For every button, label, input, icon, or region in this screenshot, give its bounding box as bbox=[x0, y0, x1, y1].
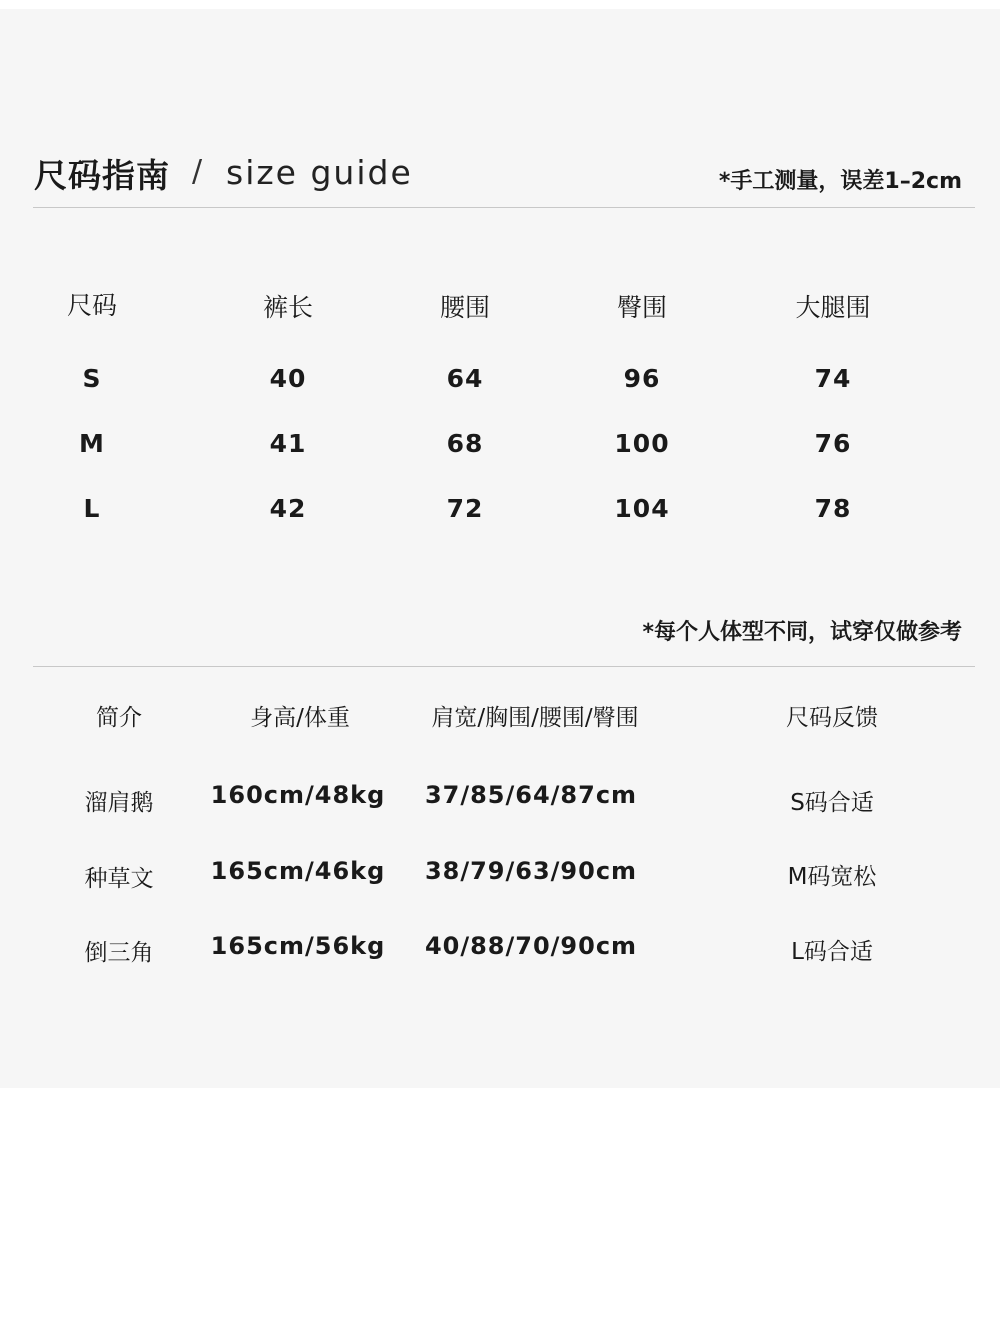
column-header-size: 尺码 bbox=[66, 291, 118, 320]
column-header-thigh: 大腿围 bbox=[795, 293, 871, 322]
profile-cell: 溜肩鹅 bbox=[84, 790, 154, 816]
length-cell: 40 bbox=[269, 364, 307, 393]
feedback-cell: L码合适 bbox=[791, 939, 873, 965]
measurements-cell: 38/79/63/90cm bbox=[424, 857, 638, 885]
hip-cell: 96 bbox=[623, 364, 661, 393]
column-header-measurements: 肩宽/胸围/腰围/臀围 bbox=[431, 705, 639, 731]
page-title: 尺码指南 bbox=[34, 156, 170, 195]
thigh-cell: 78 bbox=[814, 494, 852, 523]
measurement-note: *手工测量，误差1–2cm bbox=[718, 169, 962, 194]
feedback-cell: M码宽松 bbox=[787, 864, 877, 890]
fit-note: *每个人体型不同，试穿仅做参考 bbox=[642, 620, 962, 645]
thigh-cell: 76 bbox=[814, 429, 852, 458]
height-weight-cell: 165cm/56kg bbox=[210, 932, 386, 960]
hip-cell: 104 bbox=[614, 494, 670, 523]
column-header-profile: 简介 bbox=[96, 705, 142, 731]
hip-cell: 100 bbox=[614, 429, 670, 458]
column-header-length: 裤长 bbox=[262, 293, 314, 322]
waist-cell: 64 bbox=[446, 364, 484, 393]
divider bbox=[33, 666, 975, 667]
measurements-cell: 40/88/70/90cm bbox=[424, 932, 638, 960]
page-subtitle: size guide bbox=[226, 153, 413, 192]
column-header-height-weight: 身高/体重 bbox=[250, 705, 350, 731]
column-header-waist: 腰围 bbox=[439, 293, 491, 322]
divider bbox=[33, 207, 975, 208]
height-weight-cell: 165cm/46kg bbox=[210, 857, 386, 885]
size-cell: S bbox=[82, 364, 102, 393]
waist-cell: 68 bbox=[446, 429, 484, 458]
size-cell: M bbox=[79, 429, 105, 458]
column-header-feedback: 尺码反馈 bbox=[786, 705, 878, 731]
profile-cell: 种草文 bbox=[84, 866, 154, 892]
size-cell: L bbox=[83, 494, 101, 523]
feedback-cell: S码合适 bbox=[790, 790, 874, 816]
length-cell: 41 bbox=[269, 429, 307, 458]
height-weight-cell: 160cm/48kg bbox=[210, 781, 386, 809]
measurements-cell: 37/85/64/87cm bbox=[424, 781, 638, 809]
title-separator: / bbox=[192, 154, 203, 189]
profile-cell: 倒三角 bbox=[84, 940, 154, 966]
length-cell: 42 bbox=[269, 494, 307, 523]
column-header-hip: 臀围 bbox=[616, 293, 668, 322]
waist-cell: 72 bbox=[446, 494, 484, 523]
thigh-cell: 74 bbox=[814, 364, 852, 393]
